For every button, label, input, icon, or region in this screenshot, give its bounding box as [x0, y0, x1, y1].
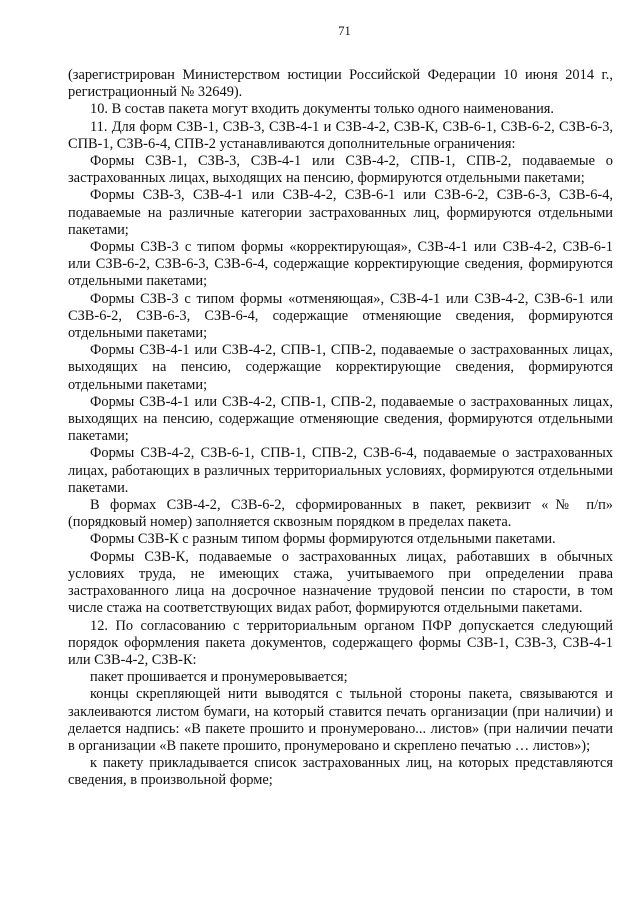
paragraph: В формах СЗВ-4-2, СЗВ-6-2, сформированных в пакет, реквизит «№ п/п» (порядковый номер) заполняется сквозным порядком в пределах пакета.	[68, 497, 613, 531]
page-number: 71	[338, 24, 351, 38]
paragraph: Формы СЗВ-4-2, СЗВ-6-1, СПВ-1, СПВ-2, СЗВ-6-4, подаваемые о застрахованных лицах, работающих в различных территориальных условиях, формируются отдельными пакетами.	[68, 445, 613, 496]
paragraph: Формы СЗВ-4-1 или СЗВ-4-2, СПВ-1, СПВ-2, подаваемые о застрахованных лицах, выходящих на пенсию, содержащие отменяющие сведения, формируются отдельными пакетами;	[68, 393, 613, 445]
paragraph: (зарегистрирован Министерством юстиции Российской Федерации 10 июня 2014 г., регистрационный № 32649).	[68, 67, 613, 101]
paragraph: 11. Для форм СЗВ-1, СЗВ-3, СЗВ-4-1 и СЗВ-4-2, СЗВ-К, СЗВ-6-1, СЗВ-6-2, СЗВ-6-3, СПВ-1, СЗВ-6-4, СПВ-2 устанавливаются дополнительные ограничения:	[68, 118, 613, 152]
paragraph: Формы СЗВ-1, СЗВ-3, СЗВ-4-1 или СЗВ-4-2, СПВ-1, СПВ-2, подаваемые о застрахованных лицах, выходящих на пенсию, формируются отдельными пакетами;	[68, 153, 613, 187]
document-page	[68, 24, 613, 790]
paragraph: Формы СЗВ-3 с типом формы «корректирующая», СЗВ-4-1 или СЗВ-4-2, СЗВ-6-1 или СЗВ-6-2, СЗВ-6-3, СЗВ-6-4, содержащие корректирующие сведения, формируются отдельными пакетами;	[68, 239, 613, 290]
paragraph: пакет прошивается и пронумеровывается;	[90, 669, 348, 686]
paragraph: 10. В состав пакета могут входить документы только одного наименования.	[90, 101, 554, 118]
paragraph: Формы СЗВ-К, подаваемые о застрахованных лицах, работавших в обычных условиях труда, не имеющих стажа, учитываемого при определении права застрахованного лица на досрочное назначение трудовой пенсии по старости, в том числе стажа на соответствующих видах работ, формируются отдельными пакетами.	[68, 548, 613, 617]
paragraph: к пакету прикладывается список застрахованных лиц, на которых представляются сведения, в произвольной форме;	[68, 755, 613, 789]
document-body	[68, 67, 613, 790]
paragraph: Формы СЗВ-3 с типом формы «отменяющая», СЗВ-4-1 или СЗВ-4-2, СЗВ-6-1 или СЗВ-6-2, СЗВ-6-3, СЗВ-6-4, содержащие отменяющие сведения, формируются отдельными пакетами;	[68, 290, 613, 342]
paragraph: 12. По согласованию с территориальным органом ПФР допускается следующий порядок оформления пакета документов, содержащего формы СЗВ-1, СЗВ-3, СЗВ-4-1 или СЗВ-4-2, СЗВ-К:	[68, 617, 613, 668]
paragraph: концы скрепляющей нити выводятся с тыльной стороны пакета, связываются и заклеиваются листом бумаги, на который ставится печать организации (при наличии) и делается надпись: «В пакете прошито и пронумеровано... листов» (при наличии печати в организации «В пакете прошито, пронумеровано и скреплено печатью … листов»);	[68, 686, 613, 754]
paragraph: Формы СЗВ-4-1 или СЗВ-4-2, СПВ-1, СПВ-2, подаваемые о застрахованных лицах, выходящих на пенсию, содержащие корректирующие сведения, формируются отдельными пакетами;	[68, 342, 613, 393]
paragraph: Формы СЗВ-3, СЗВ-4-1 или СЗВ-4-2, СЗВ-6-1 или СЗВ-6-2, СЗВ-6-3, СЗВ-6-4, подаваемые на различные категории застрахованных лиц, формируются отдельными пакетами;	[68, 187, 613, 238]
paragraph: Формы СЗВ-К с разным типом формы формируются отдельными пакетами.	[90, 531, 556, 548]
